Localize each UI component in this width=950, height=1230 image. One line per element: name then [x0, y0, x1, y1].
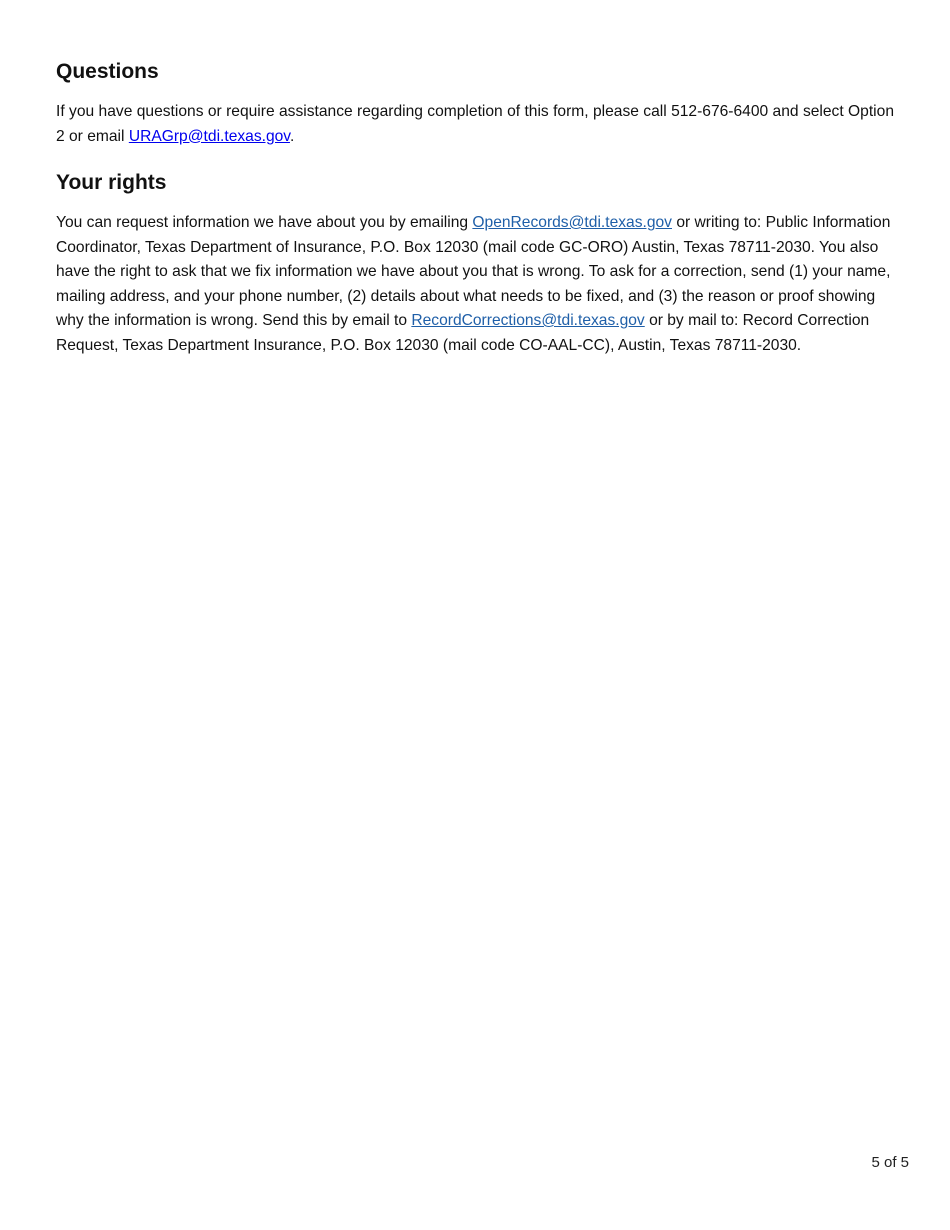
document-page	[56, 58, 894, 358]
your-rights-heading: Your rights	[56, 171, 167, 194]
uragrp-email-link[interactable]: URAGrp@tdi.texas.gov	[128, 127, 290, 145]
questions-text-end: .	[289, 127, 295, 145]
questions-section	[56, 58, 894, 149]
questions-paragraph	[56, 100, 894, 149]
rights-text-3: or by mail to: Record Correction Request, Texas Department Insurance, P.O. Box 12030 (mail code CO-AAL-CC), Austin, Texas 78711-2030.	[56, 312, 870, 354]
record-corrections-email-link[interactable]: RecordCorrections@tdi.texas.gov	[411, 312, 645, 329]
rights-text-2: or writing to: Public Information Coordinator, Texas Department of Insurance, P.O. Box 12030 (mail code GC-ORO) Austin, Texas 78711-2030. You also have the right to ask that we fix information we have about you that is wrong. To ask for a correction, send (1) your name, mailing address, and your phone number, (2) details about what needs to be fixed, and (3) the reason or proof showing why the information is wrong. Send this by email to	[56, 214, 891, 329]
your-rights-section	[56, 169, 894, 358]
open-records-email-link[interactable]: OpenRecords@tdi.texas.gov	[472, 214, 672, 231]
your-rights-paragraph	[56, 211, 894, 358]
questions-text: If you have questions or require assistance regarding completion of this form, please call 512-676-6400 and select Option 2 or email	[56, 103, 894, 145]
page-number: 5 of 5	[871, 1154, 909, 1171]
rights-text-1: You can request information we have about you by emailing	[56, 214, 473, 231]
questions-heading: Questions	[56, 60, 159, 83]
